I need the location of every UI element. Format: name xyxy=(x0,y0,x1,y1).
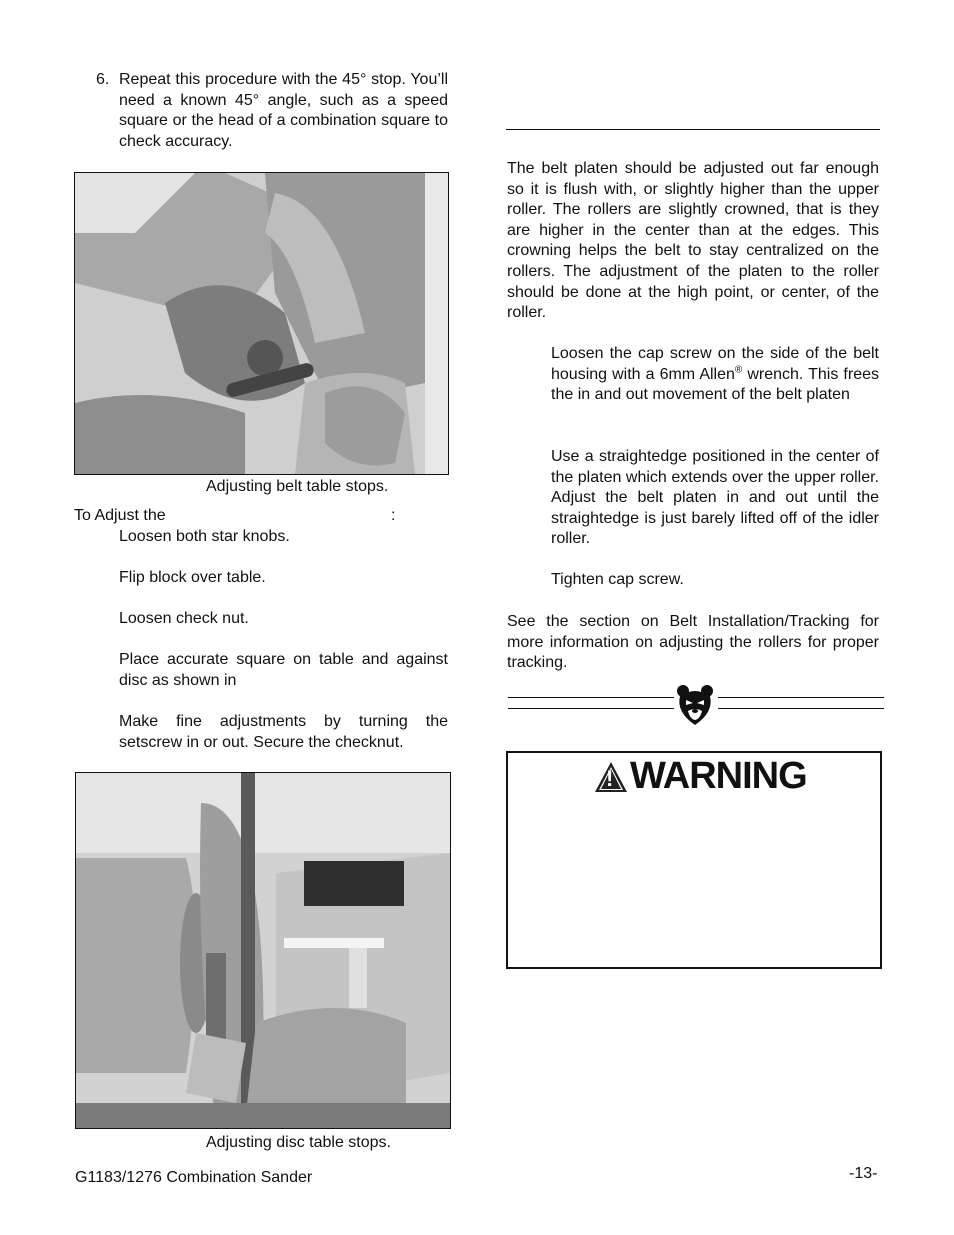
footer-page-number: -13- xyxy=(849,1165,878,1182)
footer-model: G1183/1276 Combination Sander xyxy=(75,1169,313,1186)
adjust-intro-prefix: To Adjust the xyxy=(74,507,166,524)
platen-paragraph: The belt platen should be adjusted out far enough so it is flush with, or slightly higher than the upper roller. The rollers are slightly crowned, that is they are higher in the center than at the edges. This crowning helps the belt to stay centralized on the rollers. The adjustment of the platen to the roller should be done at the high point, or center, of the roller. xyxy=(507,160,879,322)
step-6-number: 6. xyxy=(96,71,110,88)
section-top-rule xyxy=(506,129,880,130)
platen-step-2: Use a straightedge positioned in the center of the platen which extends over the upper roller. Adjust the belt platen in and out until the straightedge is just barely lifted off of the idler roller. xyxy=(551,448,879,548)
disc-table-photo-caption: Adjusting disc table stops. xyxy=(206,1134,391,1151)
divider-line-left-lower xyxy=(508,708,674,709)
divider-line-right xyxy=(718,697,884,698)
see-section-paragraph: See the section on Belt Installation/Tracking for more information on adjusting the rollers for proper tracking. xyxy=(507,613,879,672)
adjust-intro xyxy=(74,506,448,527)
warning-triangle-icon xyxy=(594,761,628,793)
section-divider xyxy=(506,684,884,728)
disc-step-3: Loosen check nut. xyxy=(119,610,249,627)
warning-header xyxy=(594,757,814,801)
warning-box xyxy=(506,751,882,969)
platen-step-3: Tighten cap screw. xyxy=(551,571,684,588)
belt-table-photo xyxy=(74,172,449,475)
divider-line-right-lower xyxy=(718,708,884,709)
adjust-intro-colon: : xyxy=(391,507,396,524)
disc-step-2: Flip block over table. xyxy=(119,569,266,586)
disc-step-5: Make fine adjustments by turning the setscrew in or out. Secure the checknut. xyxy=(119,713,448,751)
disc-step-1: Loosen both star knobs. xyxy=(119,528,290,545)
bear-head-icon xyxy=(676,684,714,726)
step-6-text: Repeat this procedure with the 45° stop. You’ll need a known 45° angle, such as a speed square or the head of a combination square to check accuracy. xyxy=(119,71,448,150)
registered-mark: ® xyxy=(734,364,743,376)
platen-step-1-a: Loosen the cap screw on the side of the belt housing with a 6mm Allen xyxy=(551,345,879,383)
divider-line-left xyxy=(508,697,674,698)
platen-step-1-b: wrench. This frees the in and out movement of the belt platen xyxy=(551,365,879,404)
belt-table-photo-caption: Adjusting belt table stops. xyxy=(206,478,389,495)
disc-step-4: Place accurate square on table and against disc as shown in xyxy=(119,651,448,689)
step-6 xyxy=(96,70,448,152)
disc-table-photo xyxy=(75,772,451,1129)
platen-step-1 xyxy=(551,344,879,406)
warning-label: WARNING xyxy=(630,755,807,797)
warning-exclamation: ! xyxy=(606,766,614,791)
